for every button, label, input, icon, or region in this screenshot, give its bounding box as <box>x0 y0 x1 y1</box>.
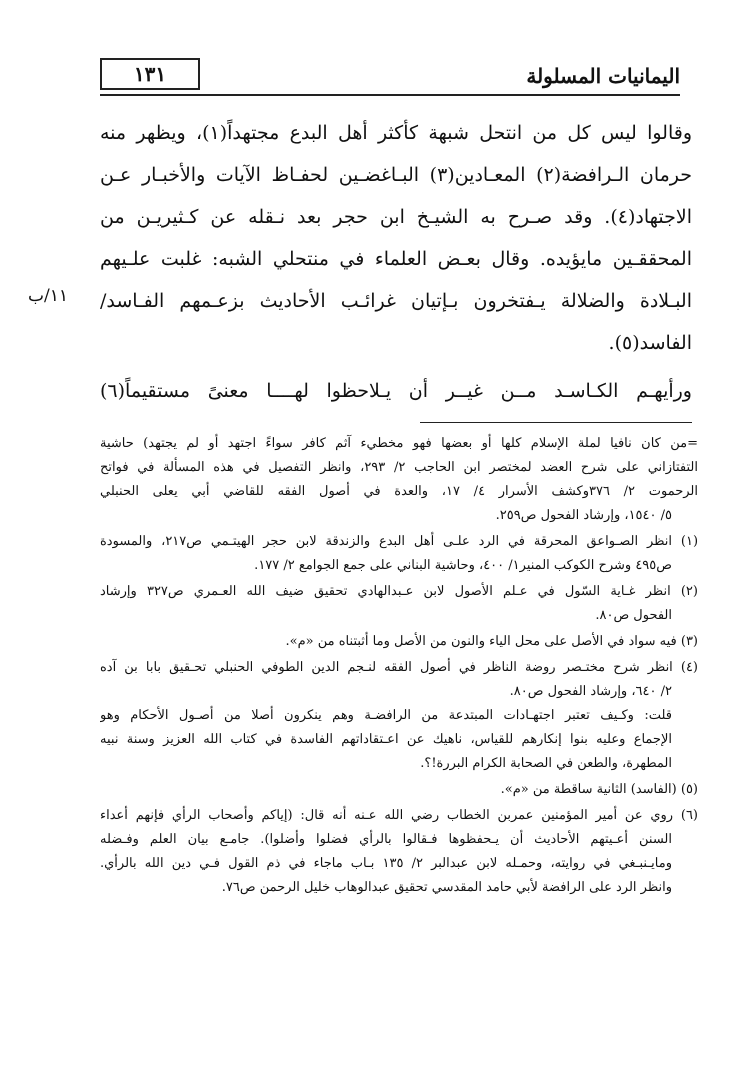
footnote-line: الرحموت ٢/ ٣٧٦وكشف الأسرار ٤/ ١٧، والعدة في أصول الفقه للقاضي أبي يعلى الحنبلي <box>100 484 698 499</box>
footnote-line: وانظر الرد على الرافضة لأبي حامد المقدسي تحقيق عبدالوهاب خليل الرحمن ص٧٦. <box>221 880 672 895</box>
footnote-entry <box>100 580 698 628</box>
footnote-line: الفحول ص٨٠. <box>595 608 672 623</box>
footnote-line: الإجماع وعليه بنوا إنكارهم للقياس، ناهيك عن اعـتقاداتهم الفاسدة في كتاب الله العزيز وسنة نبيه <box>100 732 672 747</box>
footnotes <box>100 432 698 900</box>
footnote-entry <box>100 656 698 776</box>
footnote-line: (١) انظر الصـواعق المحرقة في الرد علـى أهل البدع والزندقة لابن حجر الهيتـمي ص٢١٧، والمسودة <box>100 534 698 549</box>
main-text-line: حرمان الـرافضة(٢) المعـادين(٣) البـاغضـين لحفـاظ الآيات والأخبـار عـن <box>100 164 692 186</box>
footnote-line: السنن أعـيتهم الأحاديث أن يـحفظوها فـقالوا بالرأي فضلوا وأضلوا). جامـع بيان العلم وفـضله <box>100 832 672 847</box>
footnote-line: (٤) انظر شرح مختـصر روضة الناظر في أصول الفقه لنـجم الدين الطوفي الحنبلي تحـقيق بابا بن آده <box>100 660 698 675</box>
footnote-line: (٢) انظر غـاية السّول في عـلم الأصول لابن عـبدالهادي تحقيق ضيف الله العـمري ص٣٢٧ وإرشاد <box>100 584 698 599</box>
footnote-separator <box>420 422 692 423</box>
main-text-line: المحققـين مايؤيده. وقال بعـض العلماء في منتحلي الشبه: غلبت علـيهم <box>100 248 692 270</box>
footnote-line: (٥) (الفاسد) الثانية ساقطة من «م». <box>500 782 698 797</box>
page-number: ١٣١ <box>100 58 200 90</box>
main-text <box>100 112 692 412</box>
main-text-line: البـلادة والضلالة يـفتخرون بـإتيان غرائـب الأحاديث بزعـمهم الفـاسد/ <box>100 290 692 312</box>
footnote-entry <box>100 432 698 528</box>
footnote-line: (٣) فيه سواد في الأصل على محل الياء والنون من الأصل وما أثبتناه من «م». <box>285 634 698 649</box>
main-text-line: وقالوا ليس كل من انتحل شبهة كأكثر أهل البدع مجتهداً(١)، ويظهر منه <box>100 122 692 144</box>
main-text-line: ورأيهـم الكـاسـد مــن غيــر أن يـلاحظوا لهــــا معنىً مستقيماً(٦) <box>100 380 692 402</box>
running-title: اليمانيات المسلولة <box>526 64 680 88</box>
main-text-line: الاجتهاد(٤). وقد صـرح به الشيـخ ابن حجر بعد نـقله عن كـثيريـن من <box>100 206 692 228</box>
footnote-line: المطهرة، والطعن في الصحابة الكرام البررة!؟. <box>420 756 672 771</box>
main-text-line: الفاسد(٥). <box>608 332 692 354</box>
footnote-line: =من كان نافيا لملة الإسلام كلها أو بعضها فهو مخطيء آثم كافر سواءً اجتهد أو لم يجتهد) حاشية <box>100 436 698 451</box>
footnote-line: ٥/ ١٥٤٠، وإرشاد الفحول ص٢٥٩. <box>495 508 672 523</box>
footnote-line: (٦) روي عن أمير المؤمنين عمربن الخطاب رضي الله عـنه أنه قال: (إياكم وأصحاب الرأي فإنهم أعداء <box>100 808 698 823</box>
footnote-entry <box>100 530 698 578</box>
footnote-line: التفتازاني على شرح العضد لمختصر ابن الحاجب ٢/ ٢٩٣، وانظر التفصيل في هذه المسألة في فواتح <box>100 460 698 475</box>
manuscript-folio-marker: ١١/ب <box>28 286 68 306</box>
footnote-line: ومايـنبـغي في روايته، وحمـله لابن عبدالبر ٢/ ١٣٥ بـاب ماجاء في ذم القول فـي دين الله بالرأي. <box>100 856 672 871</box>
footnote-line: ٢/ ٦٤٠، وإرشاد الفحول ص٨٠. <box>509 684 672 699</box>
footnote-line: قلت: وكـيف تعتبر اجتهـادات المبتدعة من الرافضـة وهم ينكرون أصلا من أصـول الأحكام وهو <box>100 708 672 723</box>
footnote-entry <box>100 804 698 900</box>
footnote-entry <box>100 630 698 654</box>
footnote-line: ص٤٩٥ وشرح الكوكب المنير١/ ٤٠٠، وحاشية البناني على جمع الجوامع ٢/ ١٧٧. <box>254 558 672 573</box>
page-header <box>100 56 680 96</box>
footnote-entry <box>100 778 698 802</box>
